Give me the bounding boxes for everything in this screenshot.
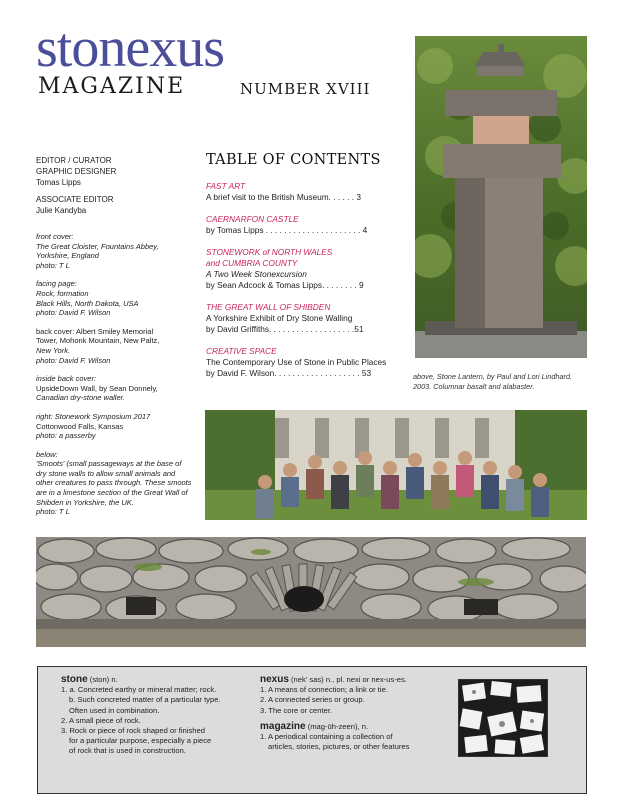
toc-entry[interactable] bbox=[206, 181, 406, 203]
table-of-contents bbox=[206, 181, 406, 390]
lantern-caption: above, Stone Lantern, by Paul and Lori Lindhard. 2003. Columnar basalt and alabaster. bbox=[413, 372, 573, 391]
cobblestone-image bbox=[459, 680, 547, 756]
definition-nexus: nexus (nek' sas) n., pl. nexi or nex-us-es. 1. A means of connection; a link or tie. 2. A connected series or group. 3. The core or center. magazine (mag-ūh-zeen), n. 1. A periodical containing a collection of articles, stories, pictures, or other features bbox=[260, 674, 410, 752]
toc-entry-line: A Two Week Stonexcursion bbox=[206, 269, 307, 279]
staff-credits bbox=[36, 155, 196, 216]
caption-facing-page: facing page: Rock, formation Black Hills, North Dakota, USA photo: David F. Wilson bbox=[36, 279, 139, 318]
toc-entry-line: The Contemporary Use of Stone in Public Places bbox=[206, 357, 387, 367]
toc-entry-title: THE GREAT WALL OF SHIBDEN bbox=[206, 302, 331, 312]
toc-entry-title: CREATIVE SPACE bbox=[206, 346, 277, 356]
toc-entry-title: STONEWORK of NORTH WALES bbox=[206, 247, 333, 257]
definition-word: magazine bbox=[260, 720, 306, 732]
smoots-wall-photo bbox=[36, 537, 586, 647]
toc-entry-line: by Sean Adcock & Tomas Lipps. . . . . . . . 9 bbox=[206, 280, 364, 290]
toc-entry-line: by Tomas Lipps . . . . . . . . . . . . . . . . . . . . . 4 bbox=[206, 225, 368, 235]
caption-front-cover: front cover: The Great Cloister, Fountains Abbey, Yorkshire, England photo: T L bbox=[36, 232, 159, 270]
issue-number: NUMBER XVIII bbox=[240, 80, 371, 98]
credit-role: EDITOR / CURATOR bbox=[36, 156, 112, 165]
toc-entry[interactable] bbox=[206, 302, 406, 335]
toc-entry-line: by David F. Wilson. . . . . . . . . . . . . . . . . . . 53 bbox=[206, 368, 372, 378]
cobblestone-stamp bbox=[458, 679, 548, 757]
toc-heading: TABLE OF CONTENTS bbox=[206, 152, 381, 168]
toc-entry[interactable] bbox=[206, 214, 406, 236]
caption-right: right: Stonework Symposium 2017 Cottonwood Falls, Kansas photo: a passerby bbox=[36, 411, 151, 441]
magazine-logo: stonexus bbox=[36, 17, 224, 79]
definitions-box bbox=[37, 666, 587, 794]
definition-word: nexus bbox=[260, 674, 289, 685]
toc-entry[interactable] bbox=[206, 346, 406, 379]
caption-inside-back-cover: inside back cover: UpsideDown Wall, by Sean Donnely, Canadian dry-stone waller. bbox=[36, 374, 158, 403]
caption-below: below: 'Smoots' (small passageways at the base of dry stone walls to allow small animals and other creatures to pass through. These smoots are in a limestone section of the Great Wall of Shibden in Yorkshire, the UK. photo: T L bbox=[36, 449, 192, 517]
group-photo bbox=[205, 410, 587, 520]
stone-lantern-image bbox=[415, 36, 587, 358]
toc-entry-title: CAERNARFON CASTLE bbox=[206, 214, 299, 224]
photo-captions bbox=[36, 232, 201, 526]
definition-stone: stone (ston) n. 1. a. Concreted earthy or mineral matter; rock. b. Such concreted matter of a particular type. Often used in combination. 2. A small piece of rock. 3. Rock or piece of rock shaped or finished for a particular purpose, especially a piece of rock that is used in construction. bbox=[61, 674, 221, 756]
toc-entry-title: FAST ART bbox=[206, 181, 246, 191]
credit-role: GRAPHIC DESIGNER bbox=[36, 167, 117, 176]
credit-name: Julie Kandyba bbox=[36, 206, 87, 215]
toc-entry[interactable] bbox=[206, 247, 406, 291]
smoots-wall-image bbox=[36, 537, 586, 647]
definition-word: stone bbox=[61, 674, 88, 685]
toc-entry-line: A brief visit to the British Museum. . . . . . 3 bbox=[206, 192, 361, 202]
magazine-label: MAGAZINE bbox=[38, 74, 186, 99]
caption-back-cover: back cover: Albert Smiley Memorial Tower, Mohonk Mountain, New Paltz, New York. photo: David F. Wilson bbox=[36, 326, 160, 365]
stone-lantern-photo bbox=[415, 36, 587, 358]
credit-name: Tomas Lipps bbox=[36, 178, 81, 187]
toc-entry-line: by David Griffiths. . . . . . . . . . . . . . . . . . .51 bbox=[206, 324, 364, 334]
credit-role: ASSOCIATE EDITOR bbox=[36, 195, 114, 204]
group-photo-image bbox=[205, 410, 587, 520]
toc-entry-line: A Yorkshire Exhibit of Dry Stone Walling bbox=[206, 313, 353, 323]
toc-entry-title: and CUMBRIA COUNTY bbox=[206, 258, 298, 268]
